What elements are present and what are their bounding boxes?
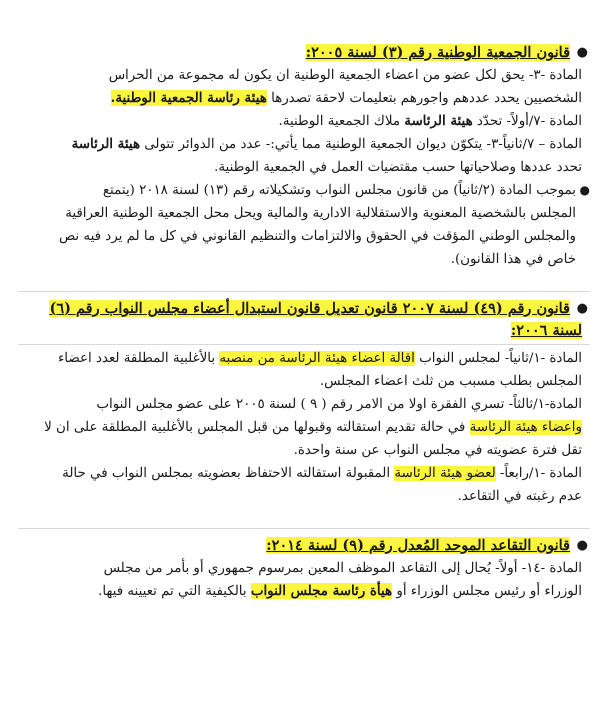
paragraph-line: المادة – ٧/ثانياً-٣- يتكوّن ديوان الجمعية الوطنية مما يأتي:- عدد من الدوائر تتولى هيئة الرئاسة — [71, 136, 582, 152]
paragraph-line: عدم رغبته في التقاعد. — [457, 489, 582, 504]
paragraph-line: المادة-١/ثالثاً- تسري الفقرة اولا من الامر رقم ( ٩ ) لسنة ٢٠٠٥ على عضو مجلس النواب — [96, 397, 582, 412]
list-item: ● بموجب المادة (٢/ثانياً) من قانون مجلس النواب وتشكيلاته رقم (١٣) لسنة ٢٠١٨ (يتمتع — [18, 179, 590, 202]
paragraph-line: المجلس بالشخصية المعنوية والاستقلالية الادارية والمالية ويحل محل الجمعية الوطنية العراقية — [65, 206, 576, 221]
paragraph-line: المادة -١/رابعاً- لعضو هيئة الرئاسة المقبولة استقالته الاحتفاظ بعضويته بمجلس النواب في حالة — [62, 466, 582, 481]
section-replacement-law — [18, 298, 590, 508]
heading-text: قانون التقاعد الموحد المُعدل رقم (٩) لسنة ٢٠١٤: — [266, 537, 570, 554]
paragraph-line: المادة -١/ثانياً- لمجلس النواب اقالة اعضاء هيئة الرئاسة من منصبه بالأغلبية المطلقة لعدد اعضاء — [58, 351, 582, 366]
section-heading — [18, 42, 590, 64]
paragraph-line: تحدد عددها وصلاحياتها حسب مقتضيات العمل في الجمعية الوطنية. — [214, 160, 582, 175]
paragraph-line: الوزراء أو رئيس مجلس الوزراء أو هيأة رئاسة مجلس النواب بالكيفية التي تم تعيينه فيها. — [98, 583, 582, 599]
document-page — [18, 42, 590, 603]
heading-divider — [18, 344, 590, 345]
section-divider — [18, 528, 590, 529]
bullet-icon: ● — [576, 45, 588, 60]
bullet-icon: ● — [576, 538, 588, 553]
section-divider — [18, 291, 590, 292]
paragraph-line: المادة -٣- يحق لكل عضو من اعضاء الجمعية الوطنية ان يكون له مجموعة من الحراس — [108, 68, 582, 83]
paragraph-line: الشخصيين يحدد عددهم واجورهم بتعليمات لاحقة تصدرها هيئة رئاسة الجمعية الوطنية. — [110, 90, 582, 106]
paragraph-line: المجلس بطلب مسبب من ثلث اعضاء المجلس. — [319, 374, 582, 389]
paragraph-line: خاص في هذا القانون). — [450, 252, 576, 267]
section-heading — [18, 298, 590, 320]
paragraph-line: والمجلس الوطني المؤقت في الحقوق والالتزامات والتنظيم القانوني في كل ما لم يرد فيه نص — [59, 229, 576, 244]
heading-text: قانون الجمعية الوطنية رقم (٣) لسنة ٢٠٠٥: — [305, 44, 570, 61]
bullet-icon: ● — [579, 183, 590, 197]
section-heading-continued: لسنة ٢٠٠٦: — [510, 322, 582, 339]
paragraph-line: واعضاء هيئة الرئاسة في حالة تقديم استقالته وقبولها من قبل المجلس بالأغلبية المطلقة على ان لا — [44, 420, 582, 435]
paragraph-line: المادة -٧/أولاً- تحدّد هيئة الرئاسة ملاك الجمعية الوطنية. — [278, 113, 582, 129]
section-heading — [18, 535, 590, 557]
paragraph-line: المادة -١٤- أولاً- يُحال إلى التقاعد الموظف المعين بمرسوم جمهوري أو بأمر من مجلس — [103, 561, 582, 576]
paragraph-line: تقل فترة عضويته في مجلس النواب عن سنة واحدة. — [293, 443, 582, 458]
bullet-icon: ● — [576, 301, 588, 316]
section-retirement-law — [18, 535, 590, 603]
heading-text: قانون رقم (٤٩) لسنة ٢٠٠٧ قانون تعديل قانون استبدال أعضاء مجلس النواب رقم (٦) — [49, 300, 570, 317]
section-national-assembly-law — [18, 42, 590, 271]
